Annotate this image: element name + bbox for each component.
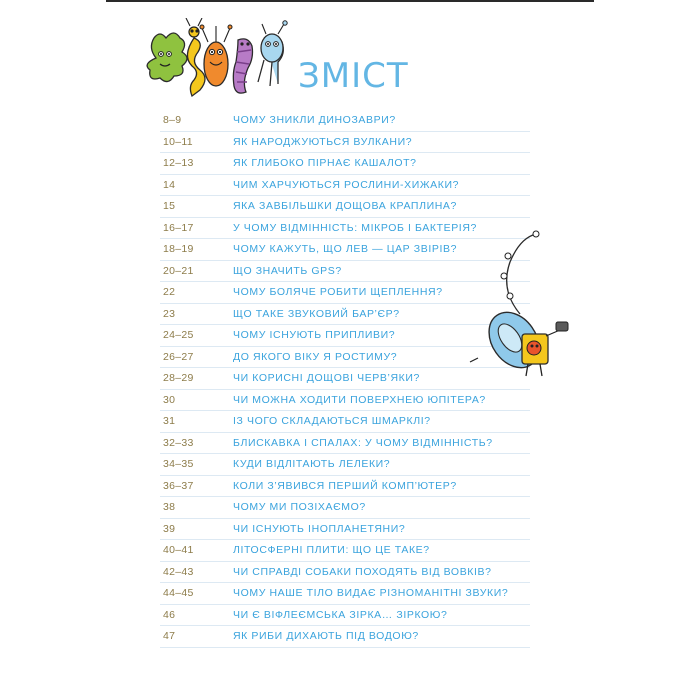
toc-page-numbers: 36–37 (163, 479, 194, 492)
toc-question: ЯК НАРОДЖУЮТЬСЯ ВУЛКАНИ? (233, 135, 413, 148)
toc-question: ЧОМУ ЗНИКЛИ ДИНОЗАВРИ? (233, 114, 396, 127)
toc-question: ЧИ Є ВІФЛЕЄМСЬКА ЗІРКА… ЗІРКОЮ? (233, 608, 448, 621)
toc-question: ЧИМ ХАРЧУЮТЬСЯ РОСЛИНИ-ХИЖАКИ? (233, 178, 460, 191)
toc-row[interactable] (160, 476, 530, 498)
germs-illustration (136, 18, 296, 100)
toc-page-numbers: 46 (163, 608, 176, 621)
toc-page-numbers: 32–33 (163, 436, 194, 449)
toc-page-numbers: 47 (163, 630, 176, 643)
toc-row[interactable] (160, 411, 530, 433)
toc-question: ЩО ЗНАЧИТЬ GPS? (233, 264, 342, 277)
toc-question: ЧОМУ ІСНУЮТЬ ПРИПЛИВИ? (233, 329, 396, 342)
toc-question: ІЗ ЧОГО СКЛАДАЮТЬСЯ ШМАРКЛІ? (233, 415, 431, 428)
toc-page-numbers: 34–35 (163, 458, 194, 471)
toc-row[interactable] (160, 540, 530, 562)
toc-page-numbers: 22 (163, 286, 176, 299)
green-germ-icon (147, 33, 187, 82)
toc-page-numbers: 24–25 (163, 329, 194, 342)
toc-page-numbers: 18–19 (163, 243, 194, 256)
toc-row[interactable] (160, 390, 530, 412)
toc-row[interactable] (160, 196, 530, 218)
toc-question: БЛИСКАВКА І СПАЛАХ: У ЧОМУ ВІДМІННІСТЬ? (233, 436, 493, 449)
toc-question: ЧИ СПРАВДІ СОБАКИ ПОХОДЯТЬ ВІД ВОВКІВ? (233, 565, 492, 578)
toc-question: ЧОМУ НАШЕ ТІЛО ВИДАЄ РІЗНОМАНІТНІ ЗВУКИ? (233, 587, 509, 600)
toc-question: ЛІТОСФЕРНІ ПЛИТИ: ЩО ЦЕ ТАКЕ? (233, 544, 430, 557)
toc-question: ЧОМУ МИ ПОЗІХАЄМО? (233, 501, 366, 514)
toc-question: КУДИ ВІДЛІТАЮТЬ ЛЕЛЕКИ? (233, 458, 391, 471)
toc-row[interactable] (160, 583, 530, 605)
toc-question: ЧИ ІСНУЮТЬ ІНОПЛАНЕТЯНИ? (233, 522, 406, 535)
toc-page-numbers: 31 (163, 415, 176, 428)
toc-row[interactable] (160, 110, 530, 132)
toc-page-numbers: 26–27 (163, 350, 194, 363)
toc-question: ЧИ КОРИСНІ ДОЩОВІ ЧЕРВ’ЯКИ? (233, 372, 420, 385)
toc-row[interactable] (160, 497, 530, 519)
toc-question: ЧОМУ БОЛЯЧЕ РОБИТИ ЩЕПЛЕННЯ? (233, 286, 443, 299)
antenna-icon (501, 231, 539, 314)
toc-row[interactable] (160, 153, 530, 175)
blue-germ-icon (258, 21, 287, 86)
toc-row[interactable] (160, 454, 530, 476)
toc-page-numbers: 30 (163, 393, 176, 406)
toc-row[interactable] (160, 562, 530, 584)
toc-page-numbers: 42–43 (163, 565, 194, 578)
toc-page-numbers: 23 (163, 307, 176, 320)
toc-question: ЯКА ЗАВБІЛЬШКИ ДОЩОВА КРАПЛИНА? (233, 200, 457, 213)
top-rule (106, 0, 594, 2)
ufo-illustration (464, 222, 584, 382)
toc-page-numbers: 28–29 (163, 372, 194, 385)
toc-question: ДО ЯКОГО ВІКУ Я РОСТИМУ? (233, 350, 398, 363)
toc-row[interactable] (160, 519, 530, 541)
toc-page-numbers: 20–21 (163, 264, 194, 277)
toc-page-numbers: 40–41 (163, 544, 194, 557)
toc-question: ЩО ТАКЕ ЗВУКОВИЙ БАР’ЄР? (233, 307, 400, 320)
purple-germ-icon (233, 39, 252, 93)
toc-page-numbers: 44–45 (163, 587, 194, 600)
toc-row[interactable] (160, 175, 530, 197)
toc-row[interactable] (160, 433, 530, 455)
page-title: ЗМІСТ (298, 56, 409, 96)
toc-question: ЧОМУ КАЖУТЬ, ЩО ЛЕВ — ЦАР ЗВІРІВ? (233, 243, 458, 256)
toc-question: ЯК ГЛИБОКО ПІРНАЄ КАШАЛОТ? (233, 157, 417, 170)
toc-page-numbers: 12–13 (163, 157, 194, 170)
toc-page-numbers: 38 (163, 501, 176, 514)
toc-page-numbers: 10–11 (163, 135, 193, 148)
toc-row[interactable] (160, 626, 530, 648)
toc-page-numbers: 15 (163, 200, 176, 213)
toc-question: КОЛИ З’ЯВИВСЯ ПЕРШИЙ КОМП’ЮТЕР? (233, 479, 457, 492)
toc-page-numbers: 39 (163, 522, 176, 535)
toc-question: У ЧОМУ ВІДМІННІСТЬ: МІКРОБ І БАКТЕРІЯ? (233, 221, 477, 234)
toc-page-numbers: 14 (163, 178, 176, 191)
toc-page-numbers: 16–17 (163, 221, 194, 234)
toc-row[interactable] (160, 605, 530, 627)
toc-page-numbers: 8–9 (163, 114, 182, 127)
toc-row[interactable] (160, 132, 530, 154)
toc-question: ЯК РИБИ ДИХАЮТЬ ПІД ВОДОЮ? (233, 630, 419, 643)
toc-question: ЧИ МОЖНА ХОДИТИ ПОВЕРХНЕЮ ЮПІТЕРА? (233, 393, 486, 406)
